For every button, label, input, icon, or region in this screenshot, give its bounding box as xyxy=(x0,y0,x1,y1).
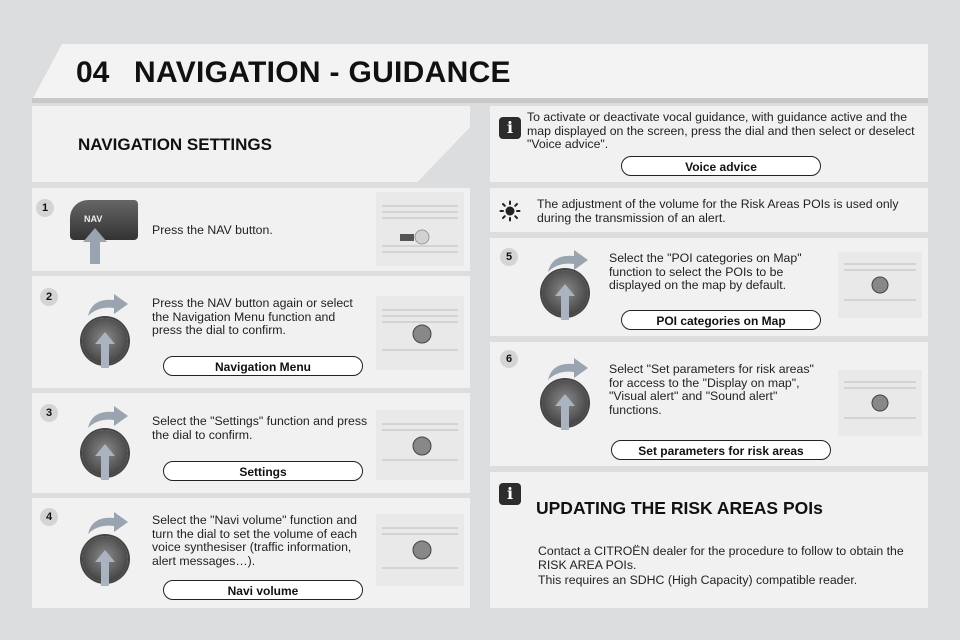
info-icon: i xyxy=(499,483,521,505)
navigation-menu-option[interactable]: Navigation Menu xyxy=(163,356,363,376)
updating-title: UPDATING THE RISK AREAS POIs xyxy=(536,498,823,518)
radio-unit-icon xyxy=(376,514,464,586)
step-6-text: Select "Set parameters for risk areas" for access to the "Display on map", "Visual alert" and "Sound alert" functions. xyxy=(609,362,814,417)
radio-unit-icon xyxy=(838,370,922,436)
updating-para-1: Contact a CITROËN dealer for the procedure to follow to obtain the RISK AREA POIs. xyxy=(538,544,904,572)
step-badge: 1 xyxy=(36,199,54,217)
info-icon: i xyxy=(499,117,521,139)
chapter-title: NAVIGATION - GUIDANCE xyxy=(134,56,511,89)
step-3-text: Select the "Settings" function and press the dial to confirm. xyxy=(152,414,368,442)
radio-panel-thumbnail xyxy=(376,192,464,266)
warning-light-icon xyxy=(499,200,521,222)
radio-panel-thumbnail xyxy=(838,370,922,436)
step-2-text: Press the NAV button again or select the Navigation Menu function and press the dial to confirm. xyxy=(152,296,353,337)
step-badge: 4 xyxy=(40,508,58,526)
turn-arrow-icon xyxy=(84,510,130,536)
header-divider xyxy=(32,98,928,103)
press-arrow-icon xyxy=(553,392,577,432)
voice-advice-option[interactable]: Voice advice xyxy=(621,156,821,176)
radio-unit-icon xyxy=(376,410,464,480)
step-badge: 2 xyxy=(40,288,58,306)
navi-volume-option[interactable]: Navi volume xyxy=(163,580,363,600)
nav-settings-title: NAVIGATION SETTINGS xyxy=(78,135,272,154)
step-badge: 5 xyxy=(500,248,518,266)
press-arrow-icon xyxy=(93,330,117,370)
step-5-text: Select the "POI categories on Map" function to select the POIs to be displayed on the map by default. xyxy=(609,251,802,292)
nav-button-label: NAV xyxy=(84,214,103,224)
radio-unit-icon xyxy=(838,252,922,318)
updating-para-2: This requires an SDHC (High Capacity) compatible reader. xyxy=(538,573,858,587)
turn-arrow-icon xyxy=(84,404,130,430)
radio-panel-thumbnail xyxy=(376,296,464,370)
press-arrow-icon xyxy=(80,226,110,266)
settings-option[interactable]: Settings xyxy=(163,461,363,481)
radio-panel-thumbnail xyxy=(376,410,464,480)
chapter-number: 04 xyxy=(76,56,110,89)
step-badge: 3 xyxy=(40,404,58,422)
turn-arrow-icon xyxy=(544,356,590,382)
press-arrow-icon xyxy=(93,548,117,588)
set-parameters-option[interactable]: Set parameters for risk areas xyxy=(611,440,831,460)
radio-unit-icon xyxy=(376,192,464,266)
voice-info-text: To activate or deactivate vocal guidance, with guidance active and the map displayed on the screen, press the dial and then select or deselect "Voice advice". xyxy=(527,110,915,151)
radio-panel-thumbnail xyxy=(838,252,922,318)
step-badge: 6 xyxy=(500,350,518,368)
volume-info-text: The adjustment of the volume for the Risk Areas POIs is used only during the transmission of an alert. xyxy=(537,197,899,225)
turn-arrow-icon xyxy=(84,292,130,318)
press-arrow-icon xyxy=(553,282,577,322)
radio-unit-icon xyxy=(376,296,464,370)
header-corner xyxy=(32,44,62,100)
press-arrow-icon xyxy=(93,442,117,482)
poi-categories-option[interactable]: POI categories on Map xyxy=(621,310,821,330)
updating-panel xyxy=(490,472,928,608)
radio-panel-thumbnail xyxy=(376,514,464,586)
step-1-text: Press the NAV button. xyxy=(152,223,273,237)
step-4-text: Select the "Navi volume" function and turn the dial to set the volume of each voice synthesiser (traffic information, alert messages…). xyxy=(152,513,358,568)
